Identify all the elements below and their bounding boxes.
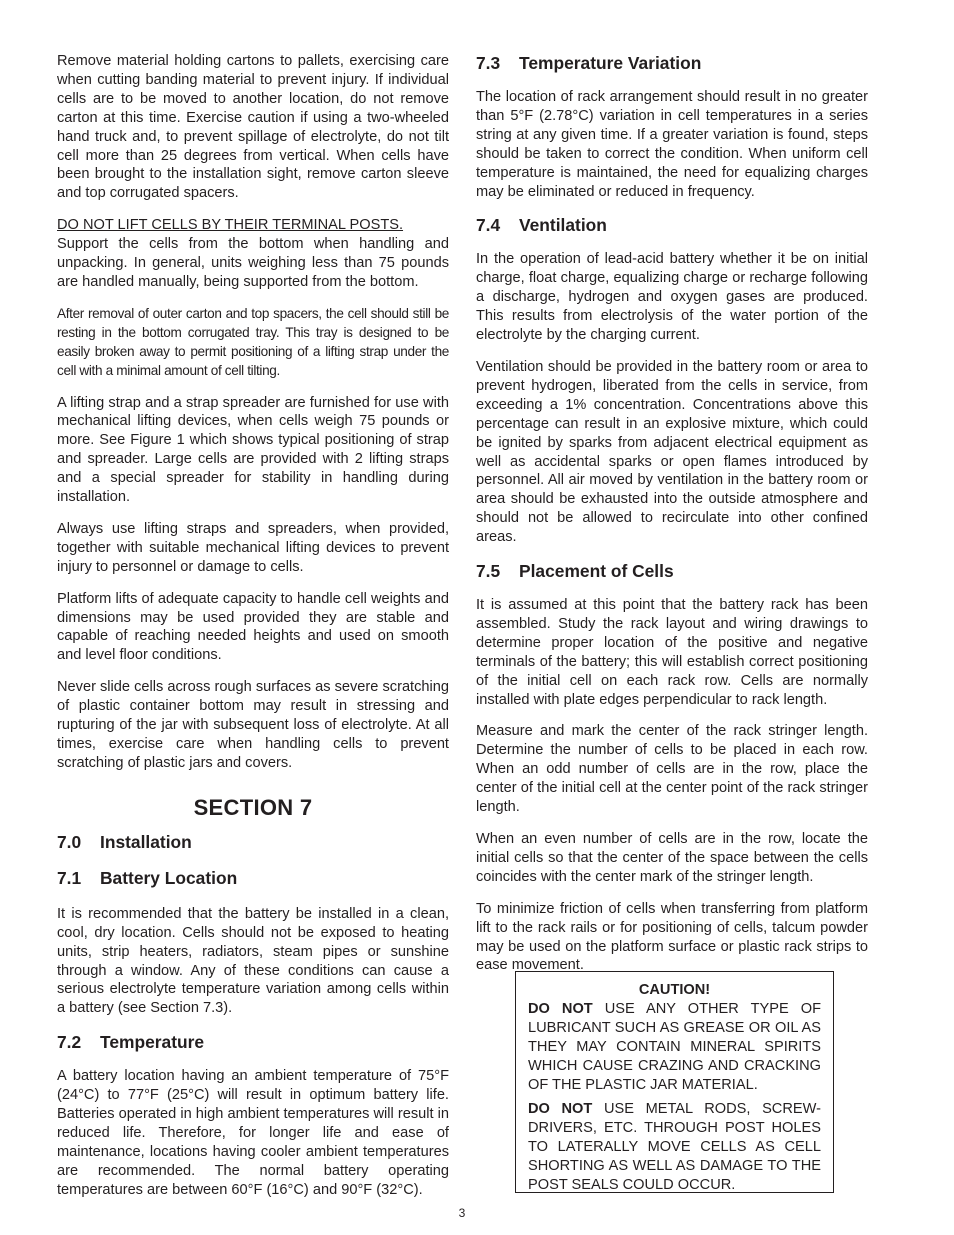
caution-metal-rods — [528, 1100, 821, 1195]
heading-number: 7.0 — [57, 831, 82, 852]
right-column — [476, 52, 868, 988]
paragraph-never-slide: Never slide cells across rough surfaces as severe scratching of plastic container bottom may result in stressing and rupturing of the jar with subsequent loss of electrolyte. At all times, exercise care when handling cells to prevent scratching of plastic jars and covers. — [57, 679, 449, 771]
paragraph-support-cells: Support the cells from the bottom when handling and unpacking. In general, units weighing less than 75 pounds are handled manually, being supported from the bottom. — [57, 236, 449, 290]
heading-7-0 — [57, 831, 449, 853]
heading-text: Installation — [100, 831, 192, 852]
heading-text: Temperature Variation — [519, 53, 702, 73]
section-title: SECTION 7 — [193, 794, 313, 820]
heading-7-1 — [57, 867, 449, 889]
paragraph-measure-stringer: Measure and mark the center of the rack stringer length. Determine the number of cells to be placed in each row. When an odd number of cells are in the row, place the center of the initial cell at the center point of the rack stringer length. — [476, 723, 868, 816]
heading-number: 7.1 — [57, 867, 82, 888]
paragraph-temperature: A battery location having an ambient temperature of 75°F (24°C) to 77°F (25°C) will result in optimum battery life. Batteries operated in high ambient temperatures will result in reduced life. Therefore, for longer life and ease of maintenance, locations having cooler ambient temperatures are recommended. The normal battery operating temperatures are between 60°F (16°C) and 90°F (32°C). — [57, 1068, 449, 1198]
paragraph-remove-cartons: Remove material holding cartons to pallets, exercising care when cutting banding material to prevent injury. If individual cells are to be moved to another location, do not remove carton at this time. Exercise caution if using a two-wheeled hand truck and, to prevent spillage of electrolyte, do not tilt cell more than 25 degrees from vertical. When cells have been brought to the installation sight, remove carton sleeve and top corrugated spacers. — [57, 53, 449, 202]
warning-underlined: DO NOT LIFT CELLS BY THEIR TERMINAL POSTS. — [57, 217, 404, 234]
paragraph-platform-lifts: Platform lifts of adequate capacity to handle cell weights and dimensions may be used provided they are stable and capable of reaching needed heights and used on smooth and level floor conditions. — [57, 590, 449, 664]
paragraph-ventilation-gases: In the operation of lead-acid battery whether it be on initial charge, float charge, equalizing charge or recharge following a discharge, hydrogen and oxygen gases are produced. This results from electrolysis of the water portion of the electrolyte by the charging current. — [476, 251, 868, 344]
paragraph-ventilation-hydrogen: Ventilation should be provided in the battery room or area to prevent hydrogen, liberated from the cells in service, from exceeding a 1% concentration. Concentrations above this percentage can result in an explosive mixture, which could be ignited by sparks from adjacent electrical equipment as well as accidental sparks or open flames introduced by personnel. All air moved by ventilation in the battery room or area should be exhausted into the outside atmosphere and should not be allowed to recirculate into other confined areas. — [476, 358, 868, 546]
heading-text: Battery Location — [100, 867, 238, 888]
heading-7-2 — [57, 1031, 449, 1053]
heading-text: Ventilation — [519, 215, 607, 236]
heading-number: 7.5 — [476, 561, 501, 582]
caution-title: CAUTION! — [638, 982, 711, 998]
caution-lubricant — [528, 1000, 821, 1095]
paragraph-temperature-variation: The location of rack arrangement should result in no greater than 5°F (2.78°C) variation in cell temperatures in a series string at any given time. If a greater variation is found, steps should be taken to correct the condition. When uniform cell temperature is maintained, the need for equalizing charges may be eliminated or reduced in frequency. — [476, 89, 868, 200]
heading-number: 7.4 — [476, 215, 501, 236]
paragraph-battery-location: It is recommended that the battery be installed in a clean, cool, dry location. Cells should not be exposed to heating units, strip heaters, radiators, steam pipes or sunshine through a window. Any of these conditions can cause a serious electrolyte temperature variation among cells within a battery (see Section 7.3). — [57, 905, 449, 1017]
paragraph-lifting-strap: A lifting strap and a strap spreader are furnished for use with mechanical lifting devices, when cells weigh 75 pounds or more. See Figure 1 which shows typical positioning of strap and spreader. Large cells are provided with 2 lifting straps and a special spreader for stability in handling during installation. — [57, 394, 449, 506]
paragraph-after-removal: After removal of outer carton and top spacers, the cell should still be resting in the bottom corrugated tray. This tray is designed to be easily broken away to permit positioning of a lifting strap under the cell with a minimal amount of cell tilting. — [57, 305, 449, 378]
paragraph-rack-assembled: It is assumed at this point that the battery rack has been assembled. Study the rack layout and wiring drawings to determine proper location of the positive and negative terminals of the battery; this will establish correct positioning of the initial cell on each rack row. Cells are normally installed with plate edges perpendicular to rack length. — [476, 597, 868, 708]
paragraph-talcum-powder: To minimize friction of cells when transferring from platform lift to the rack rails or for positioning of cells, talcum powder may be used on the platform surface or plastic rack strips to ease movement. — [476, 900, 868, 974]
caution-lead: DO NOT — [528, 1101, 593, 1118]
left-column — [57, 52, 449, 1213]
heading-7-5 — [476, 560, 868, 582]
caution-text: USE METAL RODS, SCREW-DRIVERS, ETC. THROUGH POST HOLES TO LATERALLY MOVE CELLS AS CELL SHORTING AS WELL AS DAMAGE TO THE POST SEALS COULD OCCUR. — [528, 1101, 821, 1194]
heading-text: Temperature — [100, 1032, 205, 1053]
paragraph-even-cells: When an even number of cells are in the row, locate the initial cells so that the center of the space between the cells coincides with the center mark of the stringer length. — [476, 831, 868, 885]
heading-number: 7.2 — [57, 1032, 82, 1053]
caution-text: USE ANY OTHER TYPE OF LUBRICANT SUCH AS GREASE OR OIL AS THEY MAY CONTAIN MINERAL SPIRITS WHICH CAUSE CRAZING AND CRACKING OF THE PLASTIC JAR MATERIAL. — [528, 1000, 821, 1093]
heading-text: Placement of Cells — [519, 561, 674, 582]
heading-7-4 — [476, 214, 868, 236]
caution-lead: DO NOT — [528, 1000, 593, 1017]
heading-7-3 — [476, 52, 868, 74]
caution-box — [515, 971, 834, 1193]
paragraph-do-not-lift — [57, 216, 449, 292]
paragraph-always-use: Always use lifting straps and spreaders, when provided, together with suitable mechanical lifting devices to prevent injury to personnel or damage to cells. — [57, 520, 449, 575]
page-number: 3 — [458, 1206, 466, 1220]
heading-number: 7.3 — [476, 53, 501, 73]
